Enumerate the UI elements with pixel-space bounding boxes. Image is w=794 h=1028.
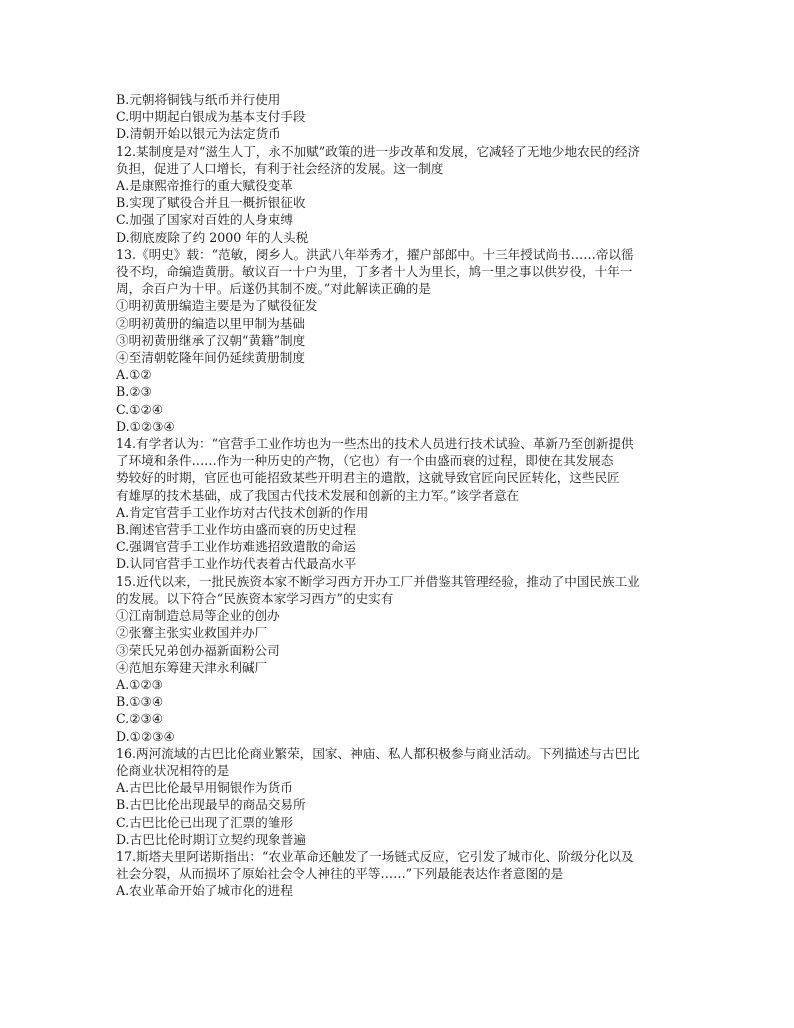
question-15 [116, 573, 686, 745]
option-d: D.古巴比伦时期订立契约现象普遍 [116, 831, 306, 847]
statement-item: ④范旭东筹建天津永利碱厂 [116, 659, 268, 675]
option-b: B.实现了赋役合并且一概折银征收 [116, 195, 306, 211]
option-b: B.②③ [116, 384, 152, 400]
question-stem-line: 17.斯塔夫里阿诺斯指出：“农业革命还触发了一场链式反应，它引发了城市化、阶级分化以及 [116, 848, 634, 864]
option-a: A.是康熙帝推行的重大赋役变革 [116, 178, 293, 194]
statement-item: ③荣氏兄弟创办福新面粉公司 [116, 642, 280, 658]
option-c: C.强调官营手工业作坊难逃招致遣散的命运 [116, 539, 356, 555]
option-d: D.彻底废除了约 2000 年的人头税 [116, 229, 309, 245]
statement-item: ②张謇主张实业救国并办厂 [116, 625, 268, 641]
option-d: D.清朝开始以银元为法定货币 [116, 126, 281, 142]
question-12 [116, 143, 686, 246]
question-stem-line: 13.《明史》载：“范敏，阌乡人。洪武八年举秀才，擢户部郎中。十三年授试尚书……帝以徭 [116, 246, 634, 262]
question-stem-line: 了环境和条件……作为一种历史的产物，（它也）有一个由盛而衰的过程，即使在其发展态 [116, 453, 614, 469]
option-c: C.①②④ [116, 401, 164, 417]
option-a: A.古巴比伦最早用铜银作为货币 [116, 780, 293, 796]
question-stem-line: 周，余百户为十甲。后遂仍其制不废。”对此解读正确的是 [116, 281, 431, 297]
question-17 [116, 848, 686, 900]
question-16 [116, 745, 686, 848]
statement-item: ①明初黄册编造主要是为了赋役征发 [116, 298, 318, 314]
option-d: D.①②③④ [116, 418, 175, 434]
option-b: B.古巴比伦出现最早的商品交易所 [116, 797, 306, 813]
question-stem-line: 伦商业状况相符的是 [116, 762, 230, 778]
option-b: B.阐述官营手工业作坊由盛而衰的历史过程 [116, 522, 356, 538]
question-11-options [116, 91, 686, 143]
question-stem-line: 的发展。以下符合“民族资本家学习西方”的史实有 [116, 590, 394, 606]
exam-page-content [116, 91, 686, 900]
option-c: C.古巴比伦已出现了汇票的雏形 [116, 814, 293, 830]
question-stem-line: 势较好的时期，官匠也可能招致某些开明君主的遣散，这就导致官匠向民匠转化，这些民匠 [116, 470, 620, 486]
question-stem-line: 负担，促进了人口增长，有利于社会经济的发展。这一制度 [116, 160, 444, 176]
question-13 [116, 246, 686, 435]
question-stem-line: 社会分裂，从而损坏了原始社会令人神往的平等……”下列最能表达作者意图的是 [116, 866, 564, 882]
option-a: A.肯定官营手工业作坊对古代技术创新的作用 [116, 504, 369, 520]
option-a: A.①② [116, 367, 152, 383]
question-stem-line: 16.两河流域的古巴比伦商业繁荣，国家、神庙、私人都积极参与商业活动。下列描述与古巴比 [116, 745, 640, 761]
option-a: A.农业革命开始了城市化的进程 [116, 883, 293, 899]
question-stem-line: 14.有学者认为：“官营手工业作坊也为一些杰出的技术人员进行技术试验、革新乃至创新提供 [116, 436, 634, 452]
option-c: C.加强了国家对百姓的人身束缚 [116, 212, 293, 228]
option-c: C.明中期起白银成为基本支付手段 [116, 109, 306, 125]
statement-item: ①江南制造总局等企业的创办 [116, 608, 280, 624]
question-stem-line: 15.近代以来，一批民族资本家不断学习西方开办工厂并借鉴其管理经验，推动了中国民族工业 [116, 573, 640, 589]
option-b: B.元朝将铜钱与纸币并行使用 [116, 92, 281, 107]
statement-item: ②明初黄册的编造以里甲制为基础 [116, 315, 305, 331]
option-a: A.①②③ [116, 676, 163, 692]
question-14 [116, 435, 686, 573]
statement-item: ④至清朝乾隆年间仍延续黄册制度 [116, 350, 305, 366]
option-b: B.①③④ [116, 694, 164, 710]
question-stem-line: 12.某制度是对“滋生人丁，永不加赋”政策的进一步改革和发展，它减轻了无地少地农民的经济 [116, 143, 641, 159]
question-stem-line: 役不均，命编造黄册。敏议百一十户为里，丁多者十人为里长，鸠一里之事以供岁役，十年一 [116, 264, 633, 280]
option-d: D.①②③④ [116, 728, 175, 744]
question-stem-line: 有雄厚的技术基础，成了我国古代技术发展和创新的主力军。”该学者意在 [116, 487, 520, 503]
option-d: D.认同官营手工业作坊代表着古代最高水平 [116, 556, 357, 572]
option-c: C.②③④ [116, 711, 164, 727]
statement-item: ③明初黄册继承了汉朝“黄籍”制度 [116, 332, 306, 348]
